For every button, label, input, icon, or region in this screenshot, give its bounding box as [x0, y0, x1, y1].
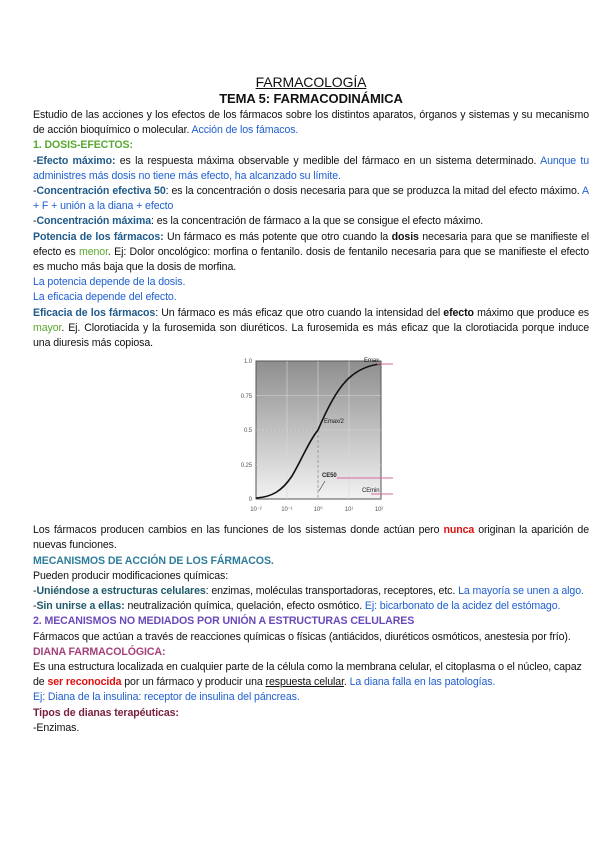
uniendose-note: La mayoría se unen a algo.	[458, 585, 584, 598]
efecto-maximo-note: Aunque tu administres más dosis no tiene más efecto, ha alcanzado su límite.	[33, 154, 590, 182]
section2-text: Fármacos que actúan a través de reacciones químicas o físicas (antiácidos, diuréticos osmóticos, anestesia por frío).	[33, 630, 571, 643]
cmax-paragraph	[33, 214, 589, 229]
potencia-text: Un fármaco es más potente que otro cuando la	[163, 230, 392, 243]
sin-unirse-text: neutralización química, quelación, efecto osmótico.	[124, 600, 365, 613]
x-axis-ticks	[250, 506, 383, 513]
potencia-highlight: menor	[78, 245, 108, 258]
section2-heading: 2. MECANISMOS NO MEDIADOS POR UNIÓN A ESTRUCTURAS CELULARES	[33, 615, 415, 628]
diana-example: Ej: Diana de la insulina: receptor de insulina del páncreas.	[33, 691, 300, 704]
cmax-text: : es la concentración de fármaco a la que se consigue el efecto máximo.	[151, 215, 484, 228]
eficacia-text: máximo que produce es	[473, 306, 589, 319]
svg-text:0: 0	[248, 497, 252, 504]
efecto-maximo-term: Efecto máximo:	[36, 154, 116, 167]
intro-text: Estudio de las acciones y los efectos de los fármacos sobre los distintos aparatos, órganos y sistemas y su mecanismo de acción bioquímico o molecular.	[33, 109, 589, 137]
efecto-maximo-text: es la respuesta máxima observable y medible del fármaco en un sistema determinado.	[115, 154, 541, 167]
y-axis-ticks	[241, 359, 253, 503]
dash: -	[33, 185, 37, 198]
eficacia-paragraph	[33, 306, 589, 352]
eficacia-text: : Un fármaco es más eficaz que otro cuando la intensidad del	[155, 306, 444, 319]
note-eficacia: La eficacia depende del efecto.	[33, 291, 177, 304]
dose-response-figure	[33, 351, 589, 523]
svg-text:Emax/2: Emax/2	[324, 419, 344, 426]
svg-text:0.75: 0.75	[240, 394, 252, 401]
svg-text:10¹: 10¹	[344, 507, 354, 514]
diana-heading: DIANA FARMACOLÓGICA:	[33, 645, 166, 658]
diana-text: .	[343, 676, 350, 689]
dash: -	[33, 154, 37, 167]
svg-text:0.25: 0.25	[240, 463, 252, 470]
svg-text:10²: 10²	[374, 507, 384, 514]
efecto-maximo-paragraph	[33, 154, 589, 184]
eficacia-term: Eficacia de los fármacos	[33, 306, 156, 319]
diana-paragraph	[33, 660, 589, 690]
uniendose-term: Uniéndose a estructuras celulares	[36, 585, 206, 598]
document-subtitle: TEMA 5: FARMACODINÁMICA	[219, 91, 403, 106]
eficacia-highlight: mayor	[33, 321, 62, 334]
svg-text:10⁻¹: 10⁻¹	[281, 507, 293, 514]
dash: -	[33, 215, 37, 228]
eficacia-text: . Ej. Clorotiacida y la furosemida son diuréticos. La furosemida es más eficaz que la clorotiacida porque induce una diuresis más copiosa.	[33, 321, 589, 350]
uniendose-paragraph	[33, 584, 589, 599]
after-chart-text: Los fármacos producen cambios en las funciones de los sistemas donde actúan pero	[33, 524, 444, 537]
after-chart-text: originan la aparición de nuevas funciones.	[33, 524, 589, 552]
sin-unirse-term: Sin unirse a ellas:	[36, 600, 125, 613]
mecanismos-heading: MECANISMOS DE ACCIÓN DE LOS FÁRMACOS.	[33, 554, 274, 567]
ce50-term: Concentración efectiva 50	[36, 185, 166, 198]
svg-text:Emax: Emax	[364, 358, 379, 365]
svg-text:1.0: 1.0	[243, 359, 252, 366]
dose-response-chart	[227, 351, 397, 521]
dash: -	[33, 585, 37, 598]
section1-heading: 1. DOSIS-EFECTOS:	[33, 139, 133, 152]
tipo-item: -Enzimas.	[33, 721, 80, 734]
mecanismos-intro: Pueden producir modificaciones químicas:	[33, 569, 229, 582]
document-title: FARMACOLOGÍA	[255, 74, 367, 90]
document-page	[33, 74, 589, 736]
svg-text:CEmin: CEmin	[362, 488, 380, 495]
potencia-term: Potencia de los fármacos:	[33, 230, 164, 243]
sin-unirse-note: Ej: bicarbonato de la acidez del estómago.	[364, 600, 561, 613]
intro-note: Acción de los fámacos.	[191, 124, 299, 137]
potencia-bold: dosis	[391, 230, 419, 243]
eficacia-bold: efecto	[443, 306, 474, 319]
svg-text:CE50: CE50	[322, 473, 337, 480]
svg-text:10⁰: 10⁰	[313, 507, 323, 514]
potencia-paragraph	[33, 230, 589, 276]
dash: -	[33, 600, 37, 613]
potencia-text: necesaria para que se manifieste el efecto es	[33, 230, 589, 258]
nunca-highlight: nunca	[443, 524, 475, 537]
intro-paragraph	[33, 108, 589, 138]
note-potencia: La potencia depende de la dosis.	[33, 276, 186, 289]
diana-text: por un fármaco y producir una	[121, 676, 266, 689]
cmax-term: Concentración máxima	[36, 215, 152, 228]
tipos-heading: Tipos de dianas terapéuticas:	[33, 706, 179, 719]
svg-text:10⁻²: 10⁻²	[250, 507, 262, 514]
ce50-text: : es la concentración o dosis necesaria para que se produzca la mitad del efecto máximo.	[165, 185, 583, 198]
diana-text: Es una estructura localizada en cualquier parte de la célula como la membrana celular, el citoplasma o el núcleo, capaz de	[33, 661, 582, 689]
after-chart-paragraph	[33, 523, 589, 553]
ce50-note: A + F + unión a la diana + efecto	[33, 185, 589, 213]
diana-note: La diana falla en las patologías.	[349, 676, 496, 689]
potencia-text: . Ej: Dolor oncológico: morfina o fentanilo. dosis de fentanilo necesaria para que se manifieste el efecto es mucho más baja que la dosis de morfina.	[33, 245, 589, 274]
ce50-paragraph	[33, 184, 589, 214]
sin-unirse-paragraph	[33, 599, 589, 614]
svg-text:0.5: 0.5	[243, 428, 252, 435]
uniendose-text: : enzimas, moléculas transportadoras, receptores, etc.	[205, 585, 459, 598]
ser-reconocida-highlight: ser reconocida	[47, 676, 122, 689]
respuesta-celular-underline: respuesta celular	[265, 676, 344, 689]
